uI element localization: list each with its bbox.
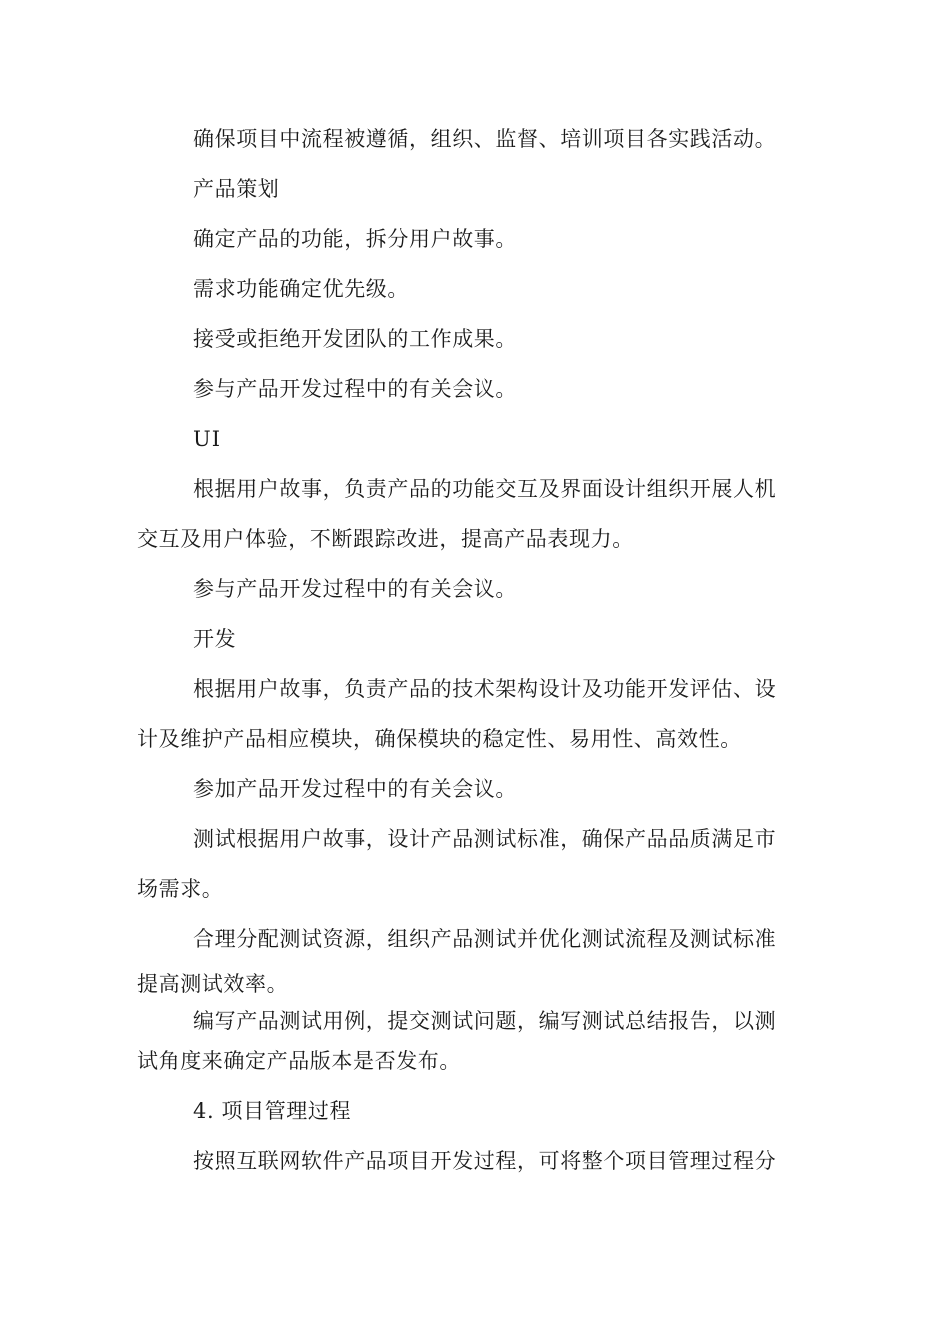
paragraph-line: 参与产品开发过程中的有关会议。 (193, 377, 517, 401)
paragraph-line: 需求功能确定优先级。 (193, 277, 409, 301)
paragraph-line: 合理分配测试资源，组织产品测试并优化测试流程及测试标准 (193, 927, 777, 951)
paragraph-line: 提高测试效率。 (137, 972, 289, 996)
paragraph-line: 接受或拒绝开发团队的工作成果。 (193, 327, 517, 351)
section-heading-ui: UI (193, 427, 221, 451)
section-heading-product-planning: 产品策划 (193, 177, 280, 201)
paragraph-line: 参与产品开发过程中的有关会议。 (193, 577, 517, 601)
paragraph-line: 根据用户故事，负责产品的功能交互及界面设计组织开展人机 (193, 477, 777, 501)
paragraph-line: 按照互联网软件产品项目开发过程，可将整个项目管理过程分 (193, 1149, 777, 1173)
paragraph-line: 试角度来确定产品版本是否发布。 (137, 1049, 461, 1073)
paragraph-line: 根据用户故事，负责产品的技术架构设计及功能开发评估、设 (193, 677, 777, 701)
paragraph-line: 交互及用户体验，不断跟踪改进，提高产品表现力。 (137, 527, 634, 551)
paragraph-line: 测试根据用户故事，设计产品测试标准，确保产品品质满足市 (193, 827, 777, 851)
section-heading-project-management: 4. 项目管理过程 (193, 1099, 352, 1123)
paragraph-line: 计及维护产品相应模块，确保模块的稳定性、易用性、高效性。 (137, 727, 742, 751)
paragraph-line: 确保项目中流程被遵循，组织、监督、培训项目各实践活动。 (193, 127, 777, 151)
section-heading-development: 开发 (193, 627, 237, 651)
paragraph-line: 确定产品的功能，拆分用户故事。 (193, 227, 517, 251)
paragraph-line: 编写产品测试用例，提交测试问题，编写测试总结报告，以测 (193, 1009, 777, 1033)
paragraph-line: 场需求。 (137, 877, 224, 901)
paragraph-line: 参加产品开发过程中的有关会议。 (193, 777, 517, 801)
